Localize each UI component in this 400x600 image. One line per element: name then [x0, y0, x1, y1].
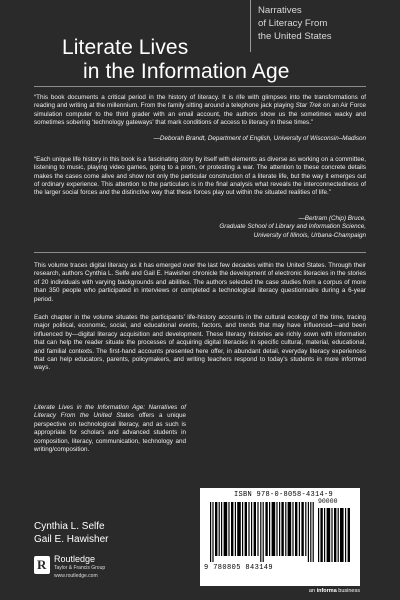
- endorsement-attribution-1: —Deborah Brandt, Department of English, University of Wisconsin–Madison: [153, 135, 366, 142]
- routledge-logo-icon: R: [34, 556, 50, 574]
- endorsement-quote-2: “Each unique life history in this book is a fascinating story by itself with elements as diverse as working on a committee, listening to music, playing video games, going to a prom, or protesting a war. The attention to these concrete details makes the cases come alive and show not only the particular construction of a literate life, but the way it emerges out of ordinary experience. This attention to the particulars is in the final analysis what reveals the interconnectedness of the larger social forces and the distinctive way that these forces play out within the situated realities of life.”: [34, 156, 366, 197]
- endorsement-quote-1: “This book documents a critical period in the history of literacy. It is rife with glimpses into the transformations of reading and writing at the millennium. From the family sitting around a telephone jack playing Star Trek on an Air Force simulation computer to the third grader with an email account, the authors show us the sometimes wacky and sometimes sobering ‘technology gateways’ that mark conditions of access to literacy in these times.”: [34, 94, 367, 126]
- barcode-panel: [200, 488, 360, 586]
- price-code: 90000: [318, 498, 338, 505]
- book-title-line-1: Literate Lives: [62, 36, 189, 59]
- description-paragraph-3: Literate Lives in the Information Age: Narratives of Literacy From the United States offers a unique perspective on technological literacy, and as such is appropriate for scholars and advanced students in composition, literacy, communication, technology and writing/composition.: [34, 404, 186, 454]
- isbn-text: ISBN 978-0-8058-4314-9: [234, 491, 334, 499]
- publisher-group: Taylor & Francis Group: [54, 565, 106, 571]
- divider-top: [34, 86, 366, 87]
- description-paragraph-2: Each chapter in the volume situates the participants’ life-history accounts in the cultural ecology of the time, tracing major political, economic, social, and educational events, factors, and trends that may have influenced—and been influenced by—digital literacy acquisition and development. These literacy histories are richly sown with information that can help the reader situate the processes of acquiring digital literacies in specific cultural, material, educational, and familial contexts. The first-hand accounts presented here offer, in abundant detail, everyday literacy experiences that can help educators, parents, policymakers, and writing teachers respond to today’s students in more informed ways.: [34, 314, 366, 372]
- book-title-line-2: in the Information Age: [83, 60, 290, 83]
- barcode-digits: 9 780805 843149: [204, 564, 274, 572]
- publisher-url: www.routledge.com: [54, 573, 98, 579]
- author-names: Cynthia L. Selfe Gail E. Hawisher: [34, 521, 109, 545]
- publisher-name: Routledge: [54, 554, 96, 564]
- informa-footer: an informa business: [308, 588, 360, 594]
- endorsement-attribution-2: —Bertram (Chip) Bruce, Graduate School of Library and Information Science, University of Illinois, Urbana-Champaign: [219, 215, 366, 239]
- description-paragraph-1: This volume traces digital literacy as it has emerged over the last few decades within the United States. Through their research, authors Cynthia L. Selfe and Gail E. Hawisher chronicle the development of electronic literacies in the stories of 20 individuals with varying backgrounds and abilities. The authors selected the case studies from a corpus of more than 350 people who participated in interviews or completed a technological literacy questionnaire during a 6-year period.: [34, 262, 366, 303]
- divider-middle: [34, 252, 366, 253]
- price-barcode-graphic: [318, 508, 352, 562]
- barcode-graphic: [210, 502, 314, 562]
- series-subtitle: Narratives of Literacy From the United States: [250, 0, 400, 52]
